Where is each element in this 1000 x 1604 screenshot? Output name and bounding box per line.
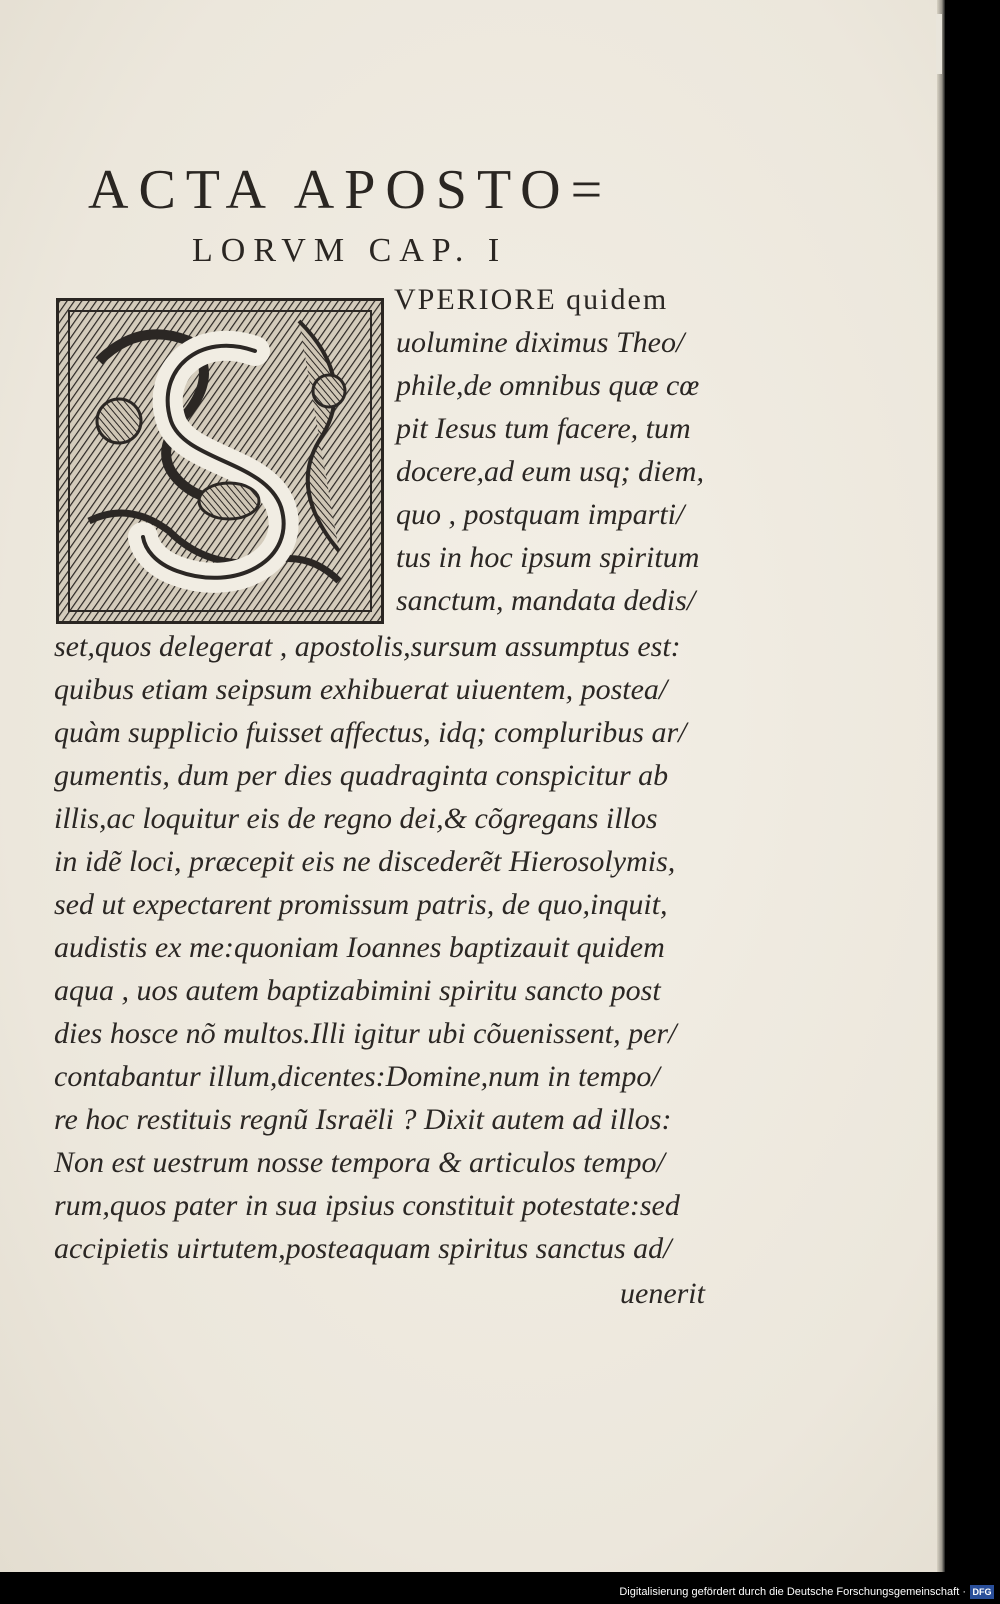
text-line: illis,ac loquitur eis de regno dei,& cõgregans illos (54, 802, 658, 835)
text-line: quibus etiam seipsum exhibuerat uiuentem, postea/ (54, 673, 668, 706)
funding-notice: Digitalisierung gefördert durch die Deutsche Forschungsgemeinschaft · (619, 1586, 966, 1598)
text-line: tus in hoc ipsum spiritum (396, 541, 700, 574)
text-line: pit Iesus tum facere, tum (396, 412, 691, 445)
dfg-logo-icon: DFG (970, 1585, 994, 1599)
text-line: contabantur illum,dicentes:Domine,num in tempo/ (54, 1060, 660, 1093)
text-line: uolumine diximus Theo/ (396, 326, 685, 359)
text-line: quo , postquam imparti/ (396, 498, 685, 531)
text-line: accipietis uirtutem,posteaquam spiritus sanctus ad/ (54, 1232, 672, 1265)
text-line: rum,quos pater in sua ipsius constituit potestate:sed (54, 1189, 680, 1222)
text-line: docere,ad eum usq; diem, (396, 455, 704, 488)
page-gutter (937, 0, 945, 1572)
text-line: phile,de omnibus quæ cœ (396, 369, 700, 402)
text-line: quàm supplicio fuisset affectus, idq; compluribus ar/ (54, 716, 687, 749)
text-line: dies hosce nõ multos.Illi igitur ubi cõuenissent, per/ (54, 1017, 677, 1050)
text-line: Non est uestrum nosse tempora & articulos tempo/ (54, 1146, 665, 1179)
chapter-heading-line-2: LORVM CAP. I (192, 232, 508, 269)
text-line: audistis ex me:quoniam Ioannes baptizauit quidem (54, 931, 665, 964)
text-line: re hoc restituis regnũ Israëli ? Dixit autem ad illos: (54, 1103, 672, 1136)
decorated-initial-s-icon (56, 298, 384, 624)
text-line: sed ut expectarent promissum patris, de quo,inquit, (54, 888, 668, 921)
text-line: in idẽ loci, præcepit eis ne discederẽt Hierosolymis, (54, 845, 676, 878)
text-line: gumentis, dum per dies quadraginta conspicitur ab (54, 759, 669, 792)
page-edge (936, 14, 942, 74)
text-line: sanctum, mandata dedis/ (396, 584, 696, 617)
text-line: VPERIORE quidem (394, 283, 669, 316)
text-line: set,quos delegerat , apostolis,sursum assumptus est: (54, 630, 681, 663)
text-line: aqua , uos autem baptizabimini spiritu sancto post (54, 974, 661, 1007)
catchword: uenerit (620, 1277, 705, 1310)
chapter-heading-line-1: ACTA APOSTO= (88, 159, 613, 221)
